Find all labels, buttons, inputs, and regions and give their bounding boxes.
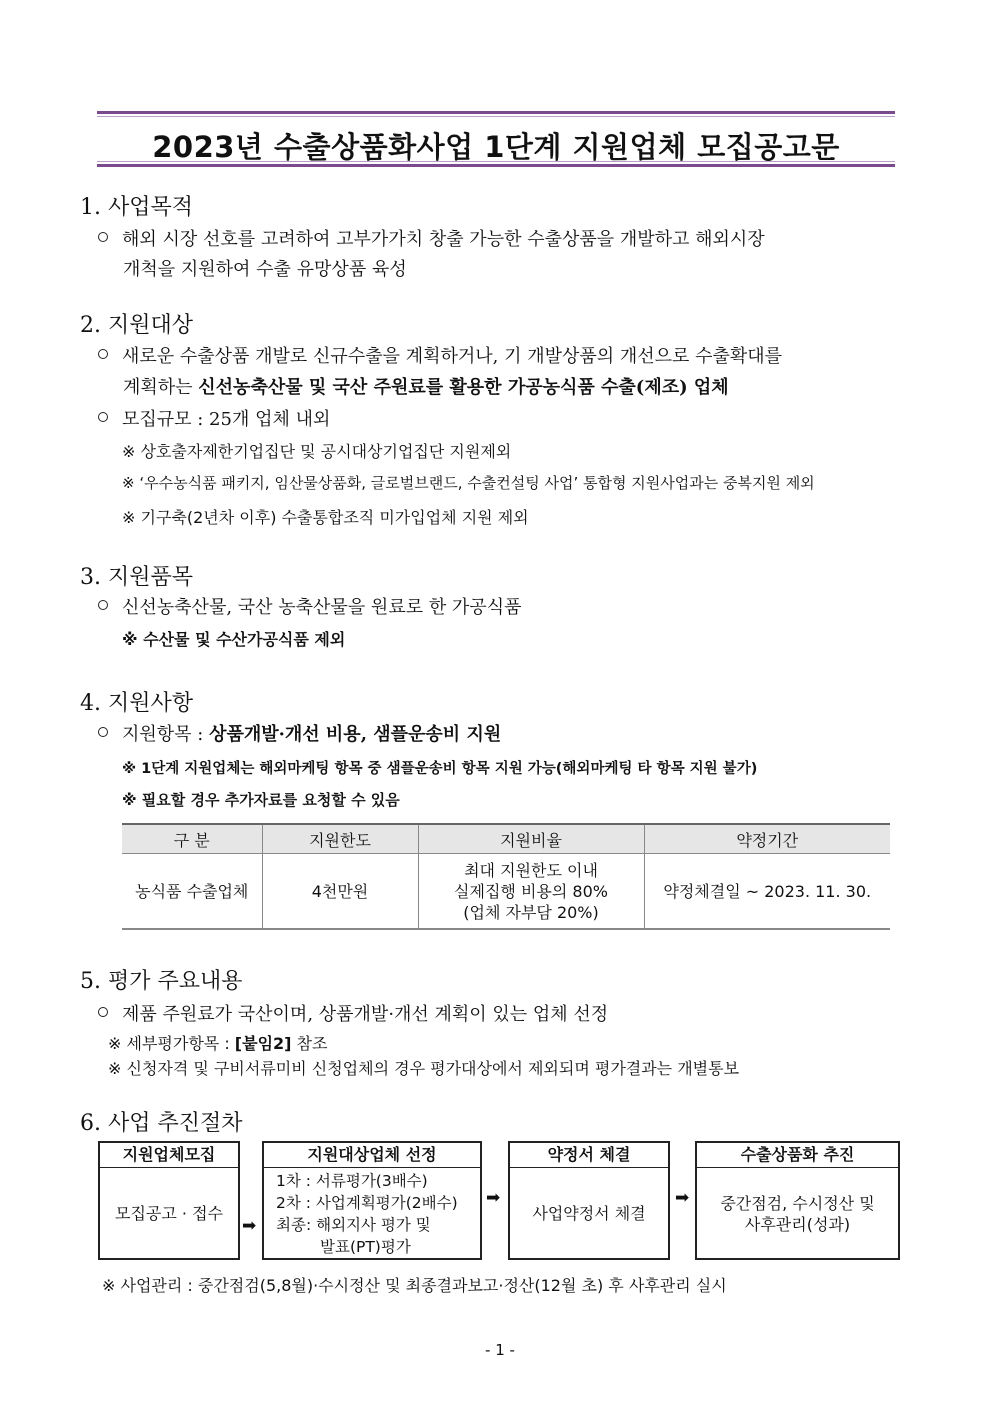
- table-header: 지원한도: [262, 824, 418, 854]
- note-1-tail: 참조: [291, 1034, 328, 1053]
- section-2-note-3: ※ 기구축(2년차 이후) 수출통합조직 미가입업체 지원 제외: [122, 508, 529, 527]
- table-header-row: [122, 824, 890, 854]
- table-cell-period: 약정체결일 ~ 2023. 11. 30.: [644, 854, 890, 930]
- section-3-text-1: 신선농축산물, 국산 농축산물을 원료로 한 가공식품: [122, 597, 522, 618]
- section-4-note-1: ※ 1단계 지원업체는 해외마케팅 항목 중 샘플운송비 항목 지원 가능(해외마케팅 타 항목 지원 불가): [122, 761, 758, 777]
- section-2-note-2: ※ ‘우수농식품 패키지, 임산물상품화, 글로벌브랜드, 수출컨설팅 사업’ 통합형 지원사업과는 중복지원 제외: [122, 474, 815, 492]
- ratio-line-3: (업체 자부담 20%): [463, 902, 599, 922]
- note-1-bold: [붙임2]: [234, 1034, 292, 1053]
- section-5-note-2: ※ 신청자격 및 구비서류미비 신청업체의 경우 평가대상에서 제외되며 평가결과는 개별통보: [108, 1059, 740, 1078]
- flow-step-recruit: [98, 1141, 240, 1260]
- flow-step-head: 지원대상업체 선정: [264, 1143, 480, 1168]
- note-1-plain: ※ 세부평가항목 :: [108, 1034, 235, 1053]
- section-2-text-2-bold: 신선농축산물 및 국산 주원료를 활용한 가공농식품 수출(제조) 업체: [198, 377, 729, 398]
- section-1-heading: 1. 사업목적: [80, 195, 193, 220]
- section-2-text-1: 새로운 수출상품 개발로 신규수출을 계획하거나, 기 개발상품의 개선으로 수출확대를: [122, 346, 783, 367]
- section-2-scale-text: 모집규모 : 25개 업체 내외: [122, 409, 331, 430]
- table-header: 구 분: [122, 824, 262, 854]
- arrow-right-icon: ➡: [486, 1188, 501, 1208]
- selection-line-1: 1차 : 서류평가(3배수): [276, 1172, 428, 1190]
- arrow-right-icon: ➡: [242, 1216, 257, 1236]
- section-2-line-1: [98, 342, 782, 368]
- title-box: [97, 111, 895, 167]
- page-title: 2023년 수출상품화사업 1단계 지원업체 모집공고문: [152, 130, 840, 164]
- bullet-circle-icon: [98, 727, 108, 737]
- bullet-circle-icon: [98, 349, 108, 359]
- bullet-circle-icon: [98, 412, 108, 422]
- ratio-line-1: 최대 지원한도 이내: [464, 860, 598, 880]
- section-2-heading: 2. 지원대상: [80, 313, 193, 338]
- section-6-heading: 6. 사업 추진절차: [80, 1111, 243, 1136]
- flow-step-head: 약정서 체결: [510, 1143, 668, 1168]
- section-2-note-1: ※ 상호출자제한기업집단 및 공시대상기업집단 지원제외: [122, 442, 512, 461]
- bullet-circle-icon: [98, 600, 108, 610]
- section-4-text-1-bold: 상품개발·개선 비용, 샘플운송비 지원: [209, 724, 502, 745]
- flow-step-agreement: [508, 1141, 670, 1260]
- flow-step-selection: [262, 1141, 482, 1260]
- table-header: 약정기간: [644, 824, 890, 854]
- section-2-text-2-plain: 계획하는: [123, 377, 199, 398]
- bullet-circle-icon: [98, 232, 108, 242]
- section-2-line-2: [123, 373, 729, 399]
- flow-step-promotion: [695, 1141, 900, 1260]
- flow-step-body: 사업약정서 체결: [532, 1204, 646, 1223]
- support-table: [122, 823, 890, 930]
- flow-step-head: 수출상품화 추진: [697, 1143, 898, 1168]
- table-header: 지원비율: [418, 824, 644, 854]
- flow-step-body: [264, 1168, 480, 1258]
- ratio-line-2: 실제집행 비용의 80%: [454, 881, 608, 901]
- promotion-line-2: 사후관리(성과): [744, 1214, 851, 1234]
- section-5-heading: 5. 평가 주요내용: [80, 969, 243, 994]
- section-3-note-1: ※ 수산물 및 수산가공식품 제외: [122, 630, 346, 649]
- bullet-circle-icon: [98, 1007, 108, 1017]
- arrow-right-icon: ➡: [675, 1188, 690, 1208]
- section-4-note-2: ※ 필요할 경우 추가자료를 요청할 수 있음: [122, 791, 400, 809]
- flow-step-head: 지원업체모집: [100, 1143, 238, 1168]
- section-3-heading: 3. 지원품목: [80, 565, 193, 590]
- flow-step-body: [697, 1168, 898, 1259]
- section-3-line-1: [98, 593, 521, 619]
- table-cell-limit: 4천만원: [262, 854, 418, 930]
- section-5-note-1: [108, 1031, 327, 1054]
- section-1-line-2: 개척을 지원하여 수출 유망상품 육성: [123, 259, 407, 280]
- section-4-text-1-plain: 지원항목 :: [122, 724, 210, 745]
- section-6-note: ※ 사업관리 : 중간점검(5,8월)·수시정산 및 최종결과보고·정산(12월 초) 후 사후관리 실시: [102, 1276, 727, 1295]
- promotion-line-1: 중간점검, 수시정산 및: [720, 1193, 875, 1213]
- table-row: [122, 854, 890, 930]
- section-2-scale: [98, 405, 330, 431]
- table-cell-category: 농식품 수출업체: [122, 854, 262, 930]
- section-1-line-1: [98, 225, 765, 251]
- flow-step-body: 모집공고 · 접수: [115, 1204, 223, 1223]
- section-5-line-1: [98, 1000, 608, 1026]
- section-4-line-1: [98, 720, 501, 746]
- selection-line-2: 2차 : 사업계획평가(2배수): [276, 1194, 458, 1212]
- selection-line-4: 발표(PT)평가: [320, 1238, 411, 1256]
- page-number: - 1 -: [485, 1341, 515, 1359]
- section-5-text-1: 제품 주원료가 국산이며, 상품개발·개선 계획이 있는 업체 선정: [122, 1004, 609, 1025]
- section-4-heading: 4. 지원사항: [80, 691, 193, 716]
- table-cell-ratio: [418, 854, 644, 930]
- selection-line-3: 최종: 해외지사 평가 및: [276, 1216, 431, 1234]
- section-1-text-1: 해외 시장 선호를 고려하여 고부가가치 창출 가능한 수출상품을 개발하고 해외시장: [122, 229, 765, 250]
